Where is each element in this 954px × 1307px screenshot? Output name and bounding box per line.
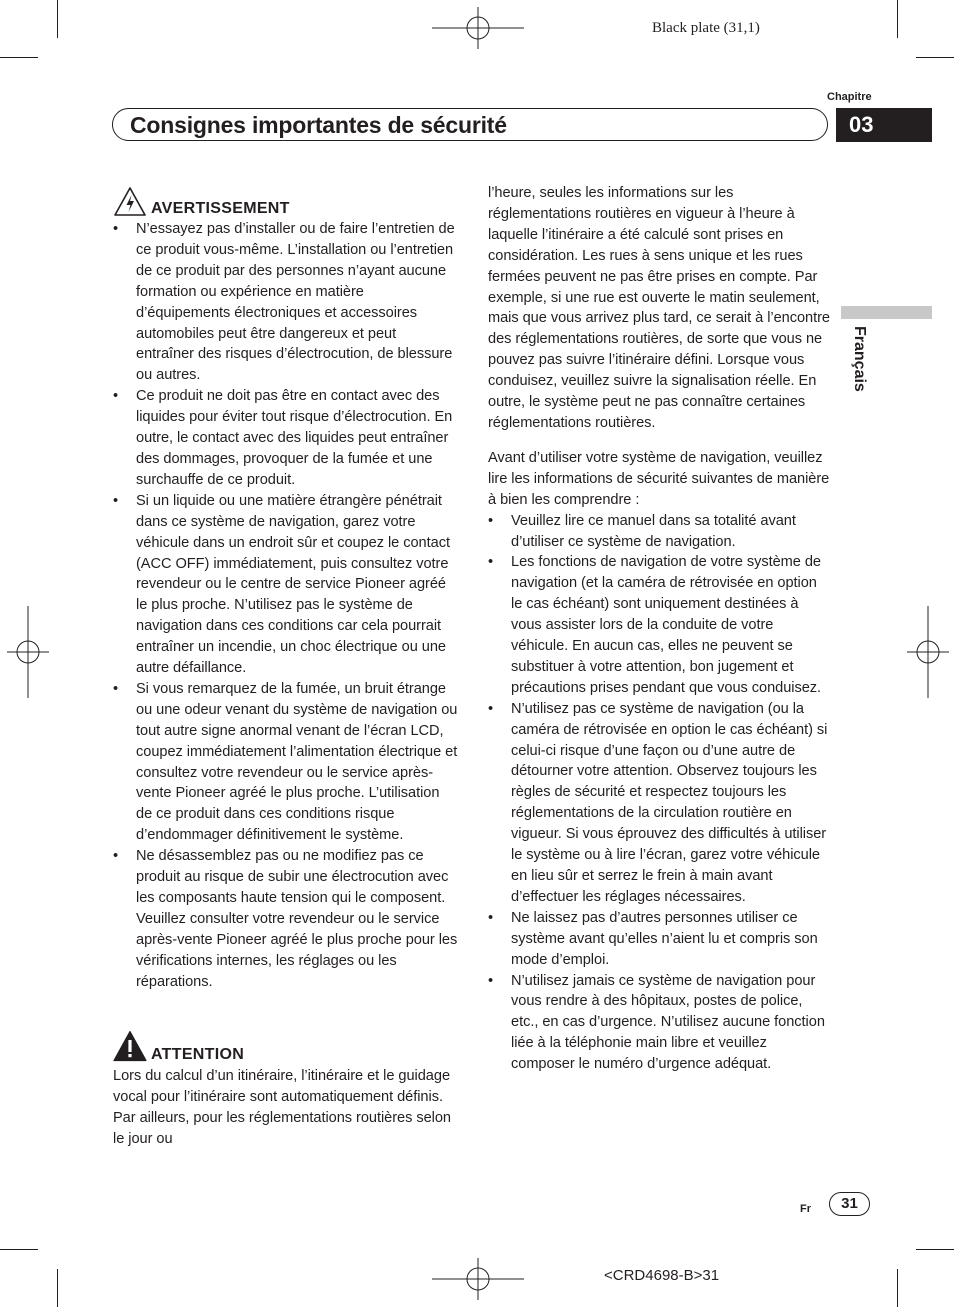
attention-paragraph-continued: l’heure, seules les informations sur les réglementations routières en vigueur à l’heure à laquelle l’itinéraire a été calculé sont prises en considération. Les rues à sens unique et les rues fermées peuvent ne pas être prises en compte. Par exemple, si une rue est ouverte le matin seulement, mais que vous arrivez plus tard, ce serait à l’encontre des réglementations routières, de sorte que vous ne pouvez pas suivre l’itinéraire défini. Lorsque vous conduisez, veuillez suivre la signalisation réelle. En outre, le système peut ne pas connaître certaines réglementations routières. bbox=[488, 185, 830, 431]
safety-item: • Les fonctions de navigation de votre système de navigation (et la caméra de rétrovisée en option le cas échéant) sont uniquement destinées à vous assister lors de la conduite de votre véhicule. En aucun cas, elles ne peuvent se substituer à votre attention, bon jugement et précautions prises pendant que vous conduisez. bbox=[488, 552, 830, 698]
crop-mark bbox=[897, 0, 898, 38]
language-tab-bar bbox=[841, 306, 932, 319]
safety-item: • N’utilisez pas ce système de navigation (ou la caméra de rétrovisée en option le cas échéant) si celui-ci risque d’une façon ou d’une autre de détourner votre attention. Observez toujours les règles de sécurité et respectez toujours les réglementations de la circulation routière en vigueur. Si vous éprouvez des difficultés à utiliser le système ou à lire l’écran, garez votre véhicule en lieu sûr et serrez le frein à main avant d’effectuer les réglages nécessaires. bbox=[488, 699, 830, 908]
attention-paragraph-start: Lors du calcul d’un itinéraire, l’itinéraire et le guidage vocal pour l’itinéraire sont automatiquement définis. Par ailleurs, pour les réglementations routières selon le jour ou bbox=[113, 1068, 451, 1147]
attention-text bbox=[113, 1066, 458, 1150]
crop-mark bbox=[57, 1269, 58, 1307]
intro-paragraph: Avant d’utiliser votre système de navigation, veuillez lire les informations de sécurité suivantes de manière à bien les comprendre : bbox=[488, 449, 830, 508]
warning-item: • Ne désassemblez pas ou ne modifiez pas ce produit au risque de subir une électrocution avec les composants haute tension qui le composent. Veuillez consulter votre revendeur ou le service après-vente Pioneer agréé le plus proche pour les vérifications internes, les réglages ou les réparations. bbox=[113, 846, 458, 992]
crop-mark bbox=[57, 0, 58, 38]
attention-heading: ATTENTION bbox=[151, 1046, 245, 1063]
right-column bbox=[488, 183, 830, 1075]
document-code: <CRD4698-B>31 bbox=[604, 1267, 720, 1284]
page-title: Consignes importantes de sécurité bbox=[130, 112, 507, 138]
warning-list bbox=[113, 219, 458, 993]
chapter-number-tab bbox=[836, 108, 932, 142]
registration-mark-bottom bbox=[432, 1258, 524, 1300]
plate-label: Black plate (31,1) bbox=[652, 20, 760, 36]
crop-mark bbox=[916, 57, 954, 58]
registration-mark-right bbox=[907, 606, 949, 698]
electric-warning-icon bbox=[113, 186, 147, 217]
crop-mark bbox=[916, 1249, 954, 1250]
warning-heading: AVERTISSEMENT bbox=[151, 200, 290, 217]
crop-mark bbox=[0, 57, 38, 58]
footer-language-code: Fr bbox=[800, 1203, 811, 1215]
crop-mark bbox=[0, 1249, 38, 1250]
warning-item: • Si un liquide ou une matière étrangère pénétrait dans ce système de navigation, garez votre véhicule dans un endroit sûr et coupez le contact (ACC OFF) immédiatement, puis consultez votre revendeur ou le centre de service Pioneer agréé le plus proche. N’utilisez pas le système de navigation dans ces conditions car cela pourrait entraîner un incendie, un choc électrique ou une autre défaillance. bbox=[113, 491, 458, 679]
registration-mark-top bbox=[432, 7, 524, 49]
crop-mark bbox=[897, 1269, 898, 1307]
safety-item: • N’utilisez jamais ce système de navigation pour vous rendre à des hôpitaux, postes de police, etc., en cas d’urgence. N’utilisez aucune fonction liée à la téléphonie main libre et veuillez composer le numéro d’urgence adéquat. bbox=[488, 971, 830, 1076]
warning-item: • Si vous remarquez de la fumée, un bruit étrange ou une odeur venant du système de navigation ou tout autre signe anormal venant de l’écran LCD, coupez immédiatement l’alimentation électrique et consultez votre revendeur ou le service après-vente Pioneer agréé le plus proche. L’utilisation de ce produit dans ces conditions risque d’endommager définitivement le système. bbox=[113, 679, 458, 846]
page-number: 31 bbox=[829, 1192, 870, 1216]
warning-item: • Ce produit ne doit pas être en contact avec des liquides pour éviter tout risque d’électrocution. En outre, le contact avec des liquides peut entraîner des dommages, provoquer de la fumée et une surchauffe de ce produit. bbox=[113, 386, 458, 491]
safety-item: • Veuillez lire ce manuel dans sa totalité avant d’utiliser ce système de navigation. bbox=[488, 511, 830, 553]
language-tab-label: Français bbox=[851, 326, 868, 392]
safety-item: • Ne laissez pas d’autres personnes utiliser ce système avant qu’elles n’aient lu et compris son mode d’emploi. bbox=[488, 908, 830, 971]
chapter-number: 03 bbox=[849, 112, 874, 137]
caution-warning-icon bbox=[113, 1030, 147, 1062]
warning-item: • N’essayez pas d’installer ou de faire l’entretien de ce produit vous-même. L’installation ou l’entretien de ce produit par des personnes n’ayant aucune formation ou expérience en matière d’équipements électroniques et accessoires automobiles peut être dangereux et peut entraîner des risques d’électrocution, de blessure ou autres. bbox=[113, 219, 458, 386]
registration-mark-left bbox=[7, 606, 49, 698]
chapter-label: Chapitre bbox=[827, 91, 872, 103]
